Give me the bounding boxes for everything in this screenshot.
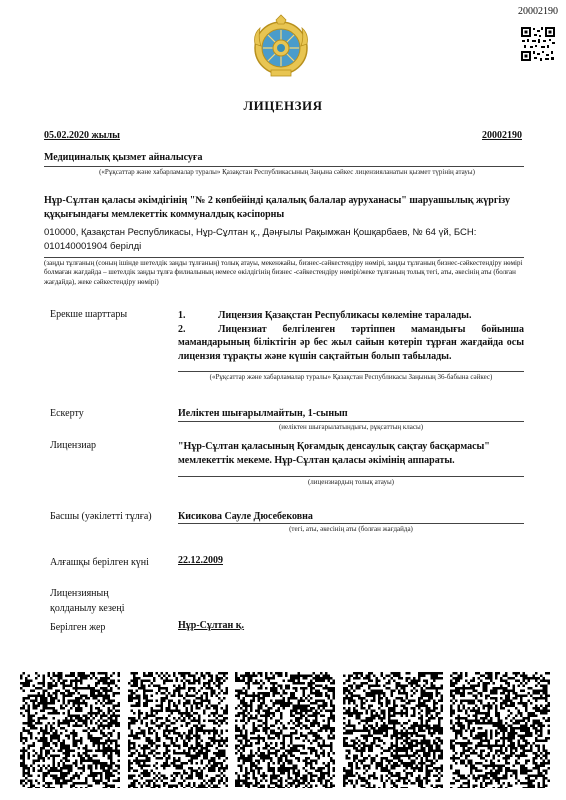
activity-note: («Рұқсаттар және хабарламалар туралы» Қазақстан Республикасының Заңына сәйкес лицензияланатын қызмет түрінің атауы) (99, 168, 475, 176)
first-issue-label: Алғашқы берілген күні (50, 557, 149, 568)
qr-code-icon (520, 26, 556, 62)
condition-number: 2. (178, 323, 186, 335)
remark-value: Иеліктен шығарылмайтын, 1-сынып (178, 408, 348, 419)
divider (178, 421, 524, 422)
condition-text: Лицензиат белгіленген тәртіппен мамандығы бойынша мамандарының біліктігін әр бес жыл сайын көтеріп тұрған жағдайда осы лицензия тұрақты және күшін сақтайтын болып табылады. (178, 323, 524, 362)
place-label: Берілген жер (50, 622, 106, 633)
divider (178, 476, 524, 477)
condition-number: 1. (178, 310, 186, 321)
license-holder-note: (заңды тұлғаның (соның ішінде шетелдік заңды тұлғаның) толық атауы, мекенжайы, бизнес-сәйкестендіру нөмірі, заңды тұлғаның бизнес-сәйкестендіру нөмірі болмаған жағдайда – шетелдік заңды тұлға филиалының немесе өкілдігінің бизнес -сәйкестендіру нөмірі/жеке тұлғаның толық тегі, аты, әкесінің аты (болған жағдайда), жеке сәйкестендіру нөмірі) (44, 259, 523, 286)
condition-item (178, 309, 524, 323)
place-value: Нұр-Сұлтан қ. (178, 620, 245, 631)
licensor-label: Лицензиар (50, 440, 97, 451)
divider (178, 371, 524, 372)
divider (44, 166, 524, 167)
conditions-note: («Рұқсаттар және хабарламалар туралы» Қазақстан Республикасы Заңының 36-бабына сәйкес) (209, 373, 493, 381)
conditions-label: Ерекше шарттары (50, 309, 128, 320)
condition-item (178, 323, 524, 364)
validity-label-line: қолданылу кезеңі (50, 602, 125, 614)
divider (178, 523, 524, 524)
license-holder-address: 010000, Қазақстан Республикасы, Нұр-Сұлтан қ., Дәңғылы Рақымжан Қошқарбаев, № 64 үй, БСН: 010140001904 берілді (44, 227, 477, 252)
qr-code-icon (235, 672, 335, 788)
qr-code-icon (20, 672, 120, 788)
qr-code-icon (450, 672, 550, 788)
first-issue-date: 22.12.2009 (178, 555, 223, 566)
document-title: ЛИЦЕНЗИЯ (243, 98, 323, 113)
license-number: 20002190 (482, 130, 522, 141)
activity-type: Медициналық қызмет айналысуға (44, 152, 203, 163)
licensor-value: "Нұр-Сұлтан қаласының Қоғамдық денсаулық сақтау басқармасы" мемлекеттік мекеме. Нұр-Сұлтан қаласы әкімінің аппараты. (178, 441, 490, 466)
issue-date: 05.02.2020 жылы (44, 130, 120, 141)
divider (44, 257, 524, 258)
head-label: Басшы (уәкілетті тұлға) (50, 511, 152, 522)
document-number-top: 20002190 (518, 6, 558, 17)
qr-code-row (20, 672, 550, 792)
license-holder-name: Нұр-Сұлтан қаласы әкімдігінің "№ 2 көпбейінді қалалық балалар ауруханасы" шаруашылық жүргізу құқығындағы мемлекеттік коммуналдық кәсіпорны (44, 195, 510, 220)
conditions-list (178, 309, 524, 363)
remark-note: (иеліктен шығарылатындығы, рұқсаттың класы) (278, 423, 424, 431)
qr-code-icon (343, 672, 443, 788)
validity-label-line: Лицензияның (50, 588, 109, 599)
qr-code-icon (128, 672, 228, 788)
remark-label: Ескерту (50, 408, 84, 419)
state-emblem-icon (252, 14, 310, 78)
licensor-note: (лицензиардың толық атауы) (307, 478, 395, 486)
head-note: (тегі, аты, әкесінің аты (болған жағдайда) (289, 525, 413, 533)
head-value: Кисикова Сауле Дюсебековна (178, 511, 313, 522)
validity-label (50, 587, 125, 616)
condition-text: Лицензия Қазақстан Республикасы көлеміне таралады. (218, 310, 472, 321)
